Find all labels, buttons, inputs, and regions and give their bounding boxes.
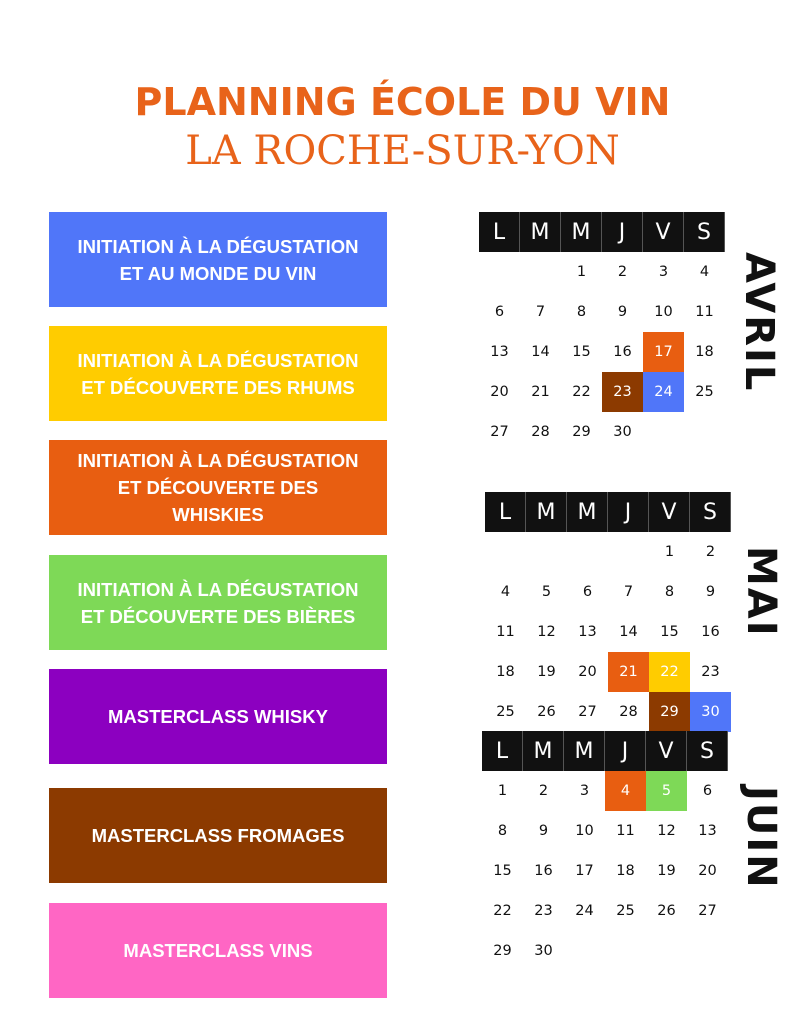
- weekday-header: [479, 212, 725, 252]
- course-label: ET DÉCOUVERTE DES RHUMS: [81, 376, 355, 398]
- course-label: ET AU MONDE DU VIN: [119, 262, 317, 284]
- month-label: JUIN: [738, 786, 784, 890]
- course-label: ET DÉCOUVERTE DES: [117, 477, 319, 498]
- calendar-day: 3: [658, 264, 669, 280]
- calendar-day: 10: [575, 823, 594, 839]
- calendar-day: 24: [643, 372, 684, 412]
- calendar-day: 29: [493, 943, 512, 959]
- calendar-day: 17: [575, 863, 594, 879]
- course-label: MASTERCLASS VINS: [123, 940, 313, 961]
- course-whiskies: [49, 440, 387, 535]
- calendar-day: 8: [576, 304, 587, 320]
- weekday-label: M: [567, 492, 608, 532]
- weekday-label: V: [646, 731, 687, 771]
- calendar-day: 26: [657, 903, 676, 919]
- calendar-day: 12: [537, 624, 556, 640]
- calendar-day: 15: [572, 344, 591, 360]
- course-vin: [49, 212, 387, 307]
- course-label: INITIATION À LA DÉGUSTATION: [77, 235, 359, 257]
- weekday-label: M: [520, 212, 561, 252]
- course-masterclass-whisky: [49, 669, 387, 764]
- calendar-day: 6: [702, 783, 713, 799]
- calendar-day: 30: [613, 424, 632, 440]
- calendar-day: 20: [490, 384, 509, 400]
- calendar-day: 27: [698, 903, 717, 919]
- calendar-day: 8: [497, 823, 508, 839]
- calendar-day: 8: [664, 584, 675, 600]
- course-label: INITIATION À LA DÉGUSTATION: [77, 578, 359, 600]
- calendar-day: 19: [657, 863, 676, 879]
- calendar-day: 29: [649, 692, 690, 732]
- calendar-day: 10: [654, 304, 673, 320]
- weekday-label: S: [684, 212, 725, 252]
- calendar-day: 22: [649, 652, 690, 692]
- calendar-day: 25: [695, 384, 714, 400]
- calendar-day: 12: [657, 823, 676, 839]
- calendar-day: 4: [699, 264, 710, 280]
- calendar-day: 9: [617, 304, 628, 320]
- course-label: WHISKIES: [172, 504, 264, 525]
- calendar-day: 11: [695, 304, 714, 320]
- calendar-day: 9: [538, 823, 549, 839]
- course-label: INITIATION À LA DÉGUSTATION: [77, 450, 359, 471]
- calendar-day: 6: [582, 584, 593, 600]
- calendar-day: 18: [616, 863, 635, 879]
- calendar-day: 20: [578, 664, 597, 680]
- calendar-day: 16: [613, 344, 632, 360]
- calendar-day: 20: [698, 863, 717, 879]
- calendar-day: 13: [698, 823, 717, 839]
- weekday-label: L: [482, 731, 523, 771]
- calendar-day: 14: [619, 624, 638, 640]
- calendar-day: 23: [534, 903, 553, 919]
- calendar-day: 4: [500, 584, 511, 600]
- calendar-day: 25: [616, 903, 635, 919]
- calendar-day: 17: [643, 332, 684, 372]
- calendar-day: 22: [493, 903, 512, 919]
- calendar-day: 1: [664, 544, 675, 560]
- calendar-day: 24: [575, 903, 594, 919]
- calendar-day: 2: [705, 544, 716, 560]
- weekday-header: [482, 731, 728, 771]
- calendar-day: 7: [535, 304, 546, 320]
- weekday-label: V: [649, 492, 690, 532]
- weekday-label: L: [485, 492, 526, 532]
- calendar-day: 1: [497, 783, 508, 799]
- calendar-day: 11: [616, 823, 635, 839]
- course-bieres: [49, 555, 387, 650]
- weekday-label: M: [526, 492, 567, 532]
- calendar-day: 2: [617, 264, 628, 280]
- weekday-label: L: [479, 212, 520, 252]
- calendar-day: 1: [576, 264, 587, 280]
- course-label: MASTERCLASS FROMAGES: [91, 825, 345, 846]
- weekday-header: [485, 492, 731, 532]
- page-subtitle: LA ROCHE-SUR-YON: [185, 128, 620, 174]
- course-label: INITIATION À LA DÉGUSTATION: [77, 349, 359, 371]
- weekday-label: J: [605, 731, 646, 771]
- calendar-day: 16: [534, 863, 553, 879]
- calendar-day: 3: [579, 783, 590, 799]
- calendar-day: 9: [705, 584, 716, 600]
- weekday-label: J: [608, 492, 649, 532]
- course-masterclass-fromages: [49, 788, 387, 883]
- weekday-label: M: [523, 731, 564, 771]
- page-title: PLANNING ÉCOLE DU VIN: [134, 80, 671, 124]
- weekday-label: S: [690, 492, 731, 532]
- calendar-day: 23: [701, 664, 720, 680]
- calendar-day: 27: [578, 704, 597, 720]
- calendar-day: 30: [534, 943, 553, 959]
- calendar-day: 21: [531, 384, 550, 400]
- calendar-day: 28: [619, 704, 638, 720]
- calendar-day: 13: [578, 624, 597, 640]
- calendar-day: 30: [690, 692, 731, 732]
- calendar-day: 29: [572, 424, 591, 440]
- calendar-day: 27: [490, 424, 509, 440]
- calendar-day: 18: [496, 664, 515, 680]
- calendar-day: 5: [646, 771, 687, 811]
- calendar-day: 21: [608, 652, 649, 692]
- calendar-day: 11: [496, 624, 515, 640]
- calendar-day: 18: [695, 344, 714, 360]
- calendar-day: 5: [541, 584, 552, 600]
- course-masterclass-vins: [49, 903, 387, 998]
- calendar-day: 14: [531, 344, 550, 360]
- weekday-label: V: [643, 212, 684, 252]
- calendar-day: 28: [531, 424, 550, 440]
- weekday-label: S: [687, 731, 728, 771]
- calendar-day: 16: [701, 624, 720, 640]
- course-rhums: [49, 326, 387, 421]
- month-label: AVRIL: [736, 252, 782, 393]
- calendar-day: 13: [490, 344, 509, 360]
- calendar-day: 6: [494, 304, 505, 320]
- calendar-day: 23: [602, 372, 643, 412]
- calendar-day: 19: [537, 664, 556, 680]
- calendar-day: 15: [660, 624, 679, 640]
- calendar-day: 22: [572, 384, 591, 400]
- calendar-day: 15: [493, 863, 512, 879]
- calendar-day: 7: [623, 584, 634, 600]
- course-label: ET DÉCOUVERTE DES BIÈRES: [80, 605, 356, 627]
- calendar-day: 26: [537, 704, 556, 720]
- weekday-label: J: [602, 212, 643, 252]
- calendar-day: 2: [538, 783, 549, 799]
- weekday-label: M: [564, 731, 605, 771]
- calendar-day: 25: [496, 704, 515, 720]
- calendar-day: 4: [605, 771, 646, 811]
- course-label: MASTERCLASS WHISKY: [108, 706, 328, 727]
- month-label: MAI: [738, 546, 784, 638]
- weekday-label: M: [561, 212, 602, 252]
